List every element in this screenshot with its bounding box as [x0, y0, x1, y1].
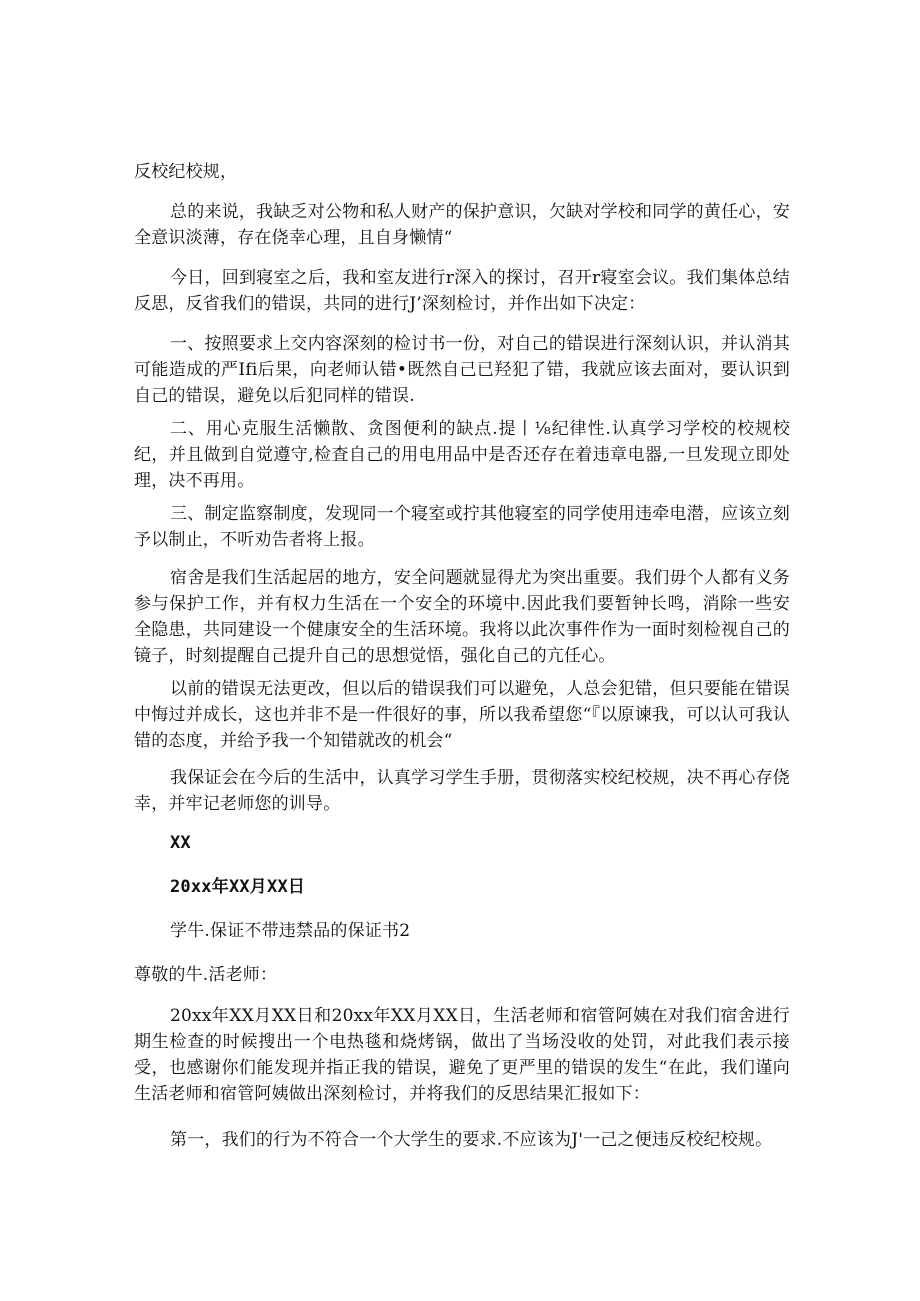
paragraph-decision-two: 二、用心克服生活懒散、贪图便利的缺点.提丨⅛纪律性.认真学习学校的校规校纪，并且做到自觉遵守,检査自己的用电用品中是否还存在着违章电器,一旦发现立即处理，决不再用。: [134, 419, 790, 491]
paragraph-dorm-safety: 宿舍是我们生活起居的地方，安全问题就显得尤为突出重要。我们毋个人都有义务参与保护工作，并有权力生活在一个安全的环境中.因此我们要暂钟长鸣，消除一些安全隐患，共同建设一个健康安全的生活环境。我将以此次事件作为一面时刻检视自己的镜子，时刻提醒自己提升自己的思想觉悟，强化自己的亢任心。: [134, 568, 790, 666]
second-letter-salutation: 尊敬的牛.活老师：: [134, 965, 278, 985]
signature-name: XX: [170, 833, 191, 853]
paragraph-promise: 我保证会在今后的生活中，认真学习学生手册，贯彻落实校纪校规，决不再心存侥幸，并牢记老师您的训导。: [134, 768, 790, 814]
signature-date: 20xx年XX月XX日: [170, 877, 306, 897]
paragraph-past-mistakes: 以前的错误无法更改，但以后的错误我们可以避免，人总会犯错，但只要能在错误中悔过并成长，这也并非不是一件很好的事，所以我希望您“『以原谏我，可以认可我认错的态度，并给予我一个知错就改的机会“: [134, 679, 790, 751]
second-letter-point-one: 第一，我们的行为不符合一个大学生的要求.不应该为J'一己之便违反校纪校规。: [170, 1130, 773, 1150]
paragraph-dorm-meeting: 今日，回到寝室之后，我和室友进行r深入的探讨，召开r寝室会议。我们集体总结反思，反省我们的错误，共同的进行J’深刻检讨，并作出如下决定：: [134, 268, 790, 314]
second-letter-title: 学牛.保证不带违禁品的保证书2: [170, 921, 411, 941]
paragraph-decision-three: 三、制定监察制度，发现同一个寝室或拧其他寝室的同学使用违牵电潜，应该立刻予以制止，不听劝告者将上报。: [134, 504, 790, 550]
paragraph-decision-one: 一、按照要求上交内容深刻的检讨书一份，对自己的错误进行深刻认识，并认消其可能造成的严Ifi后果，向老师认错•既然自己已羟犯了错，我就应该去面对，要认识到自己的错误，避免以后犯同样的错误.: [134, 334, 790, 406]
paragraph-summary: 总的来说，我缺乏对公物和私人财产的保护意识，欠缺对学校和同学的黄任心，安全意识淡薄，存在侥幸心理，且自身懒情“: [134, 202, 790, 248]
paragraph-opening-fragment: 反校纪校规，: [134, 162, 238, 182]
second-letter-intro: 20xx年XX月XX日和20xx年XX月XX日，生活老师和宿管阿姨在对我们宿舍进行期生检查的时候搜出一个电热毯和烧烤锅，做出了当场没收的处罚，对此我们表示接受，也感谢你们能发现并指正我的错误，避免了更严里的错误的发生“在此，我们谨向生活老师和宿管阿姨做出深刻检讨，并将我们的反思结果汇报如下：: [134, 1006, 790, 1104]
